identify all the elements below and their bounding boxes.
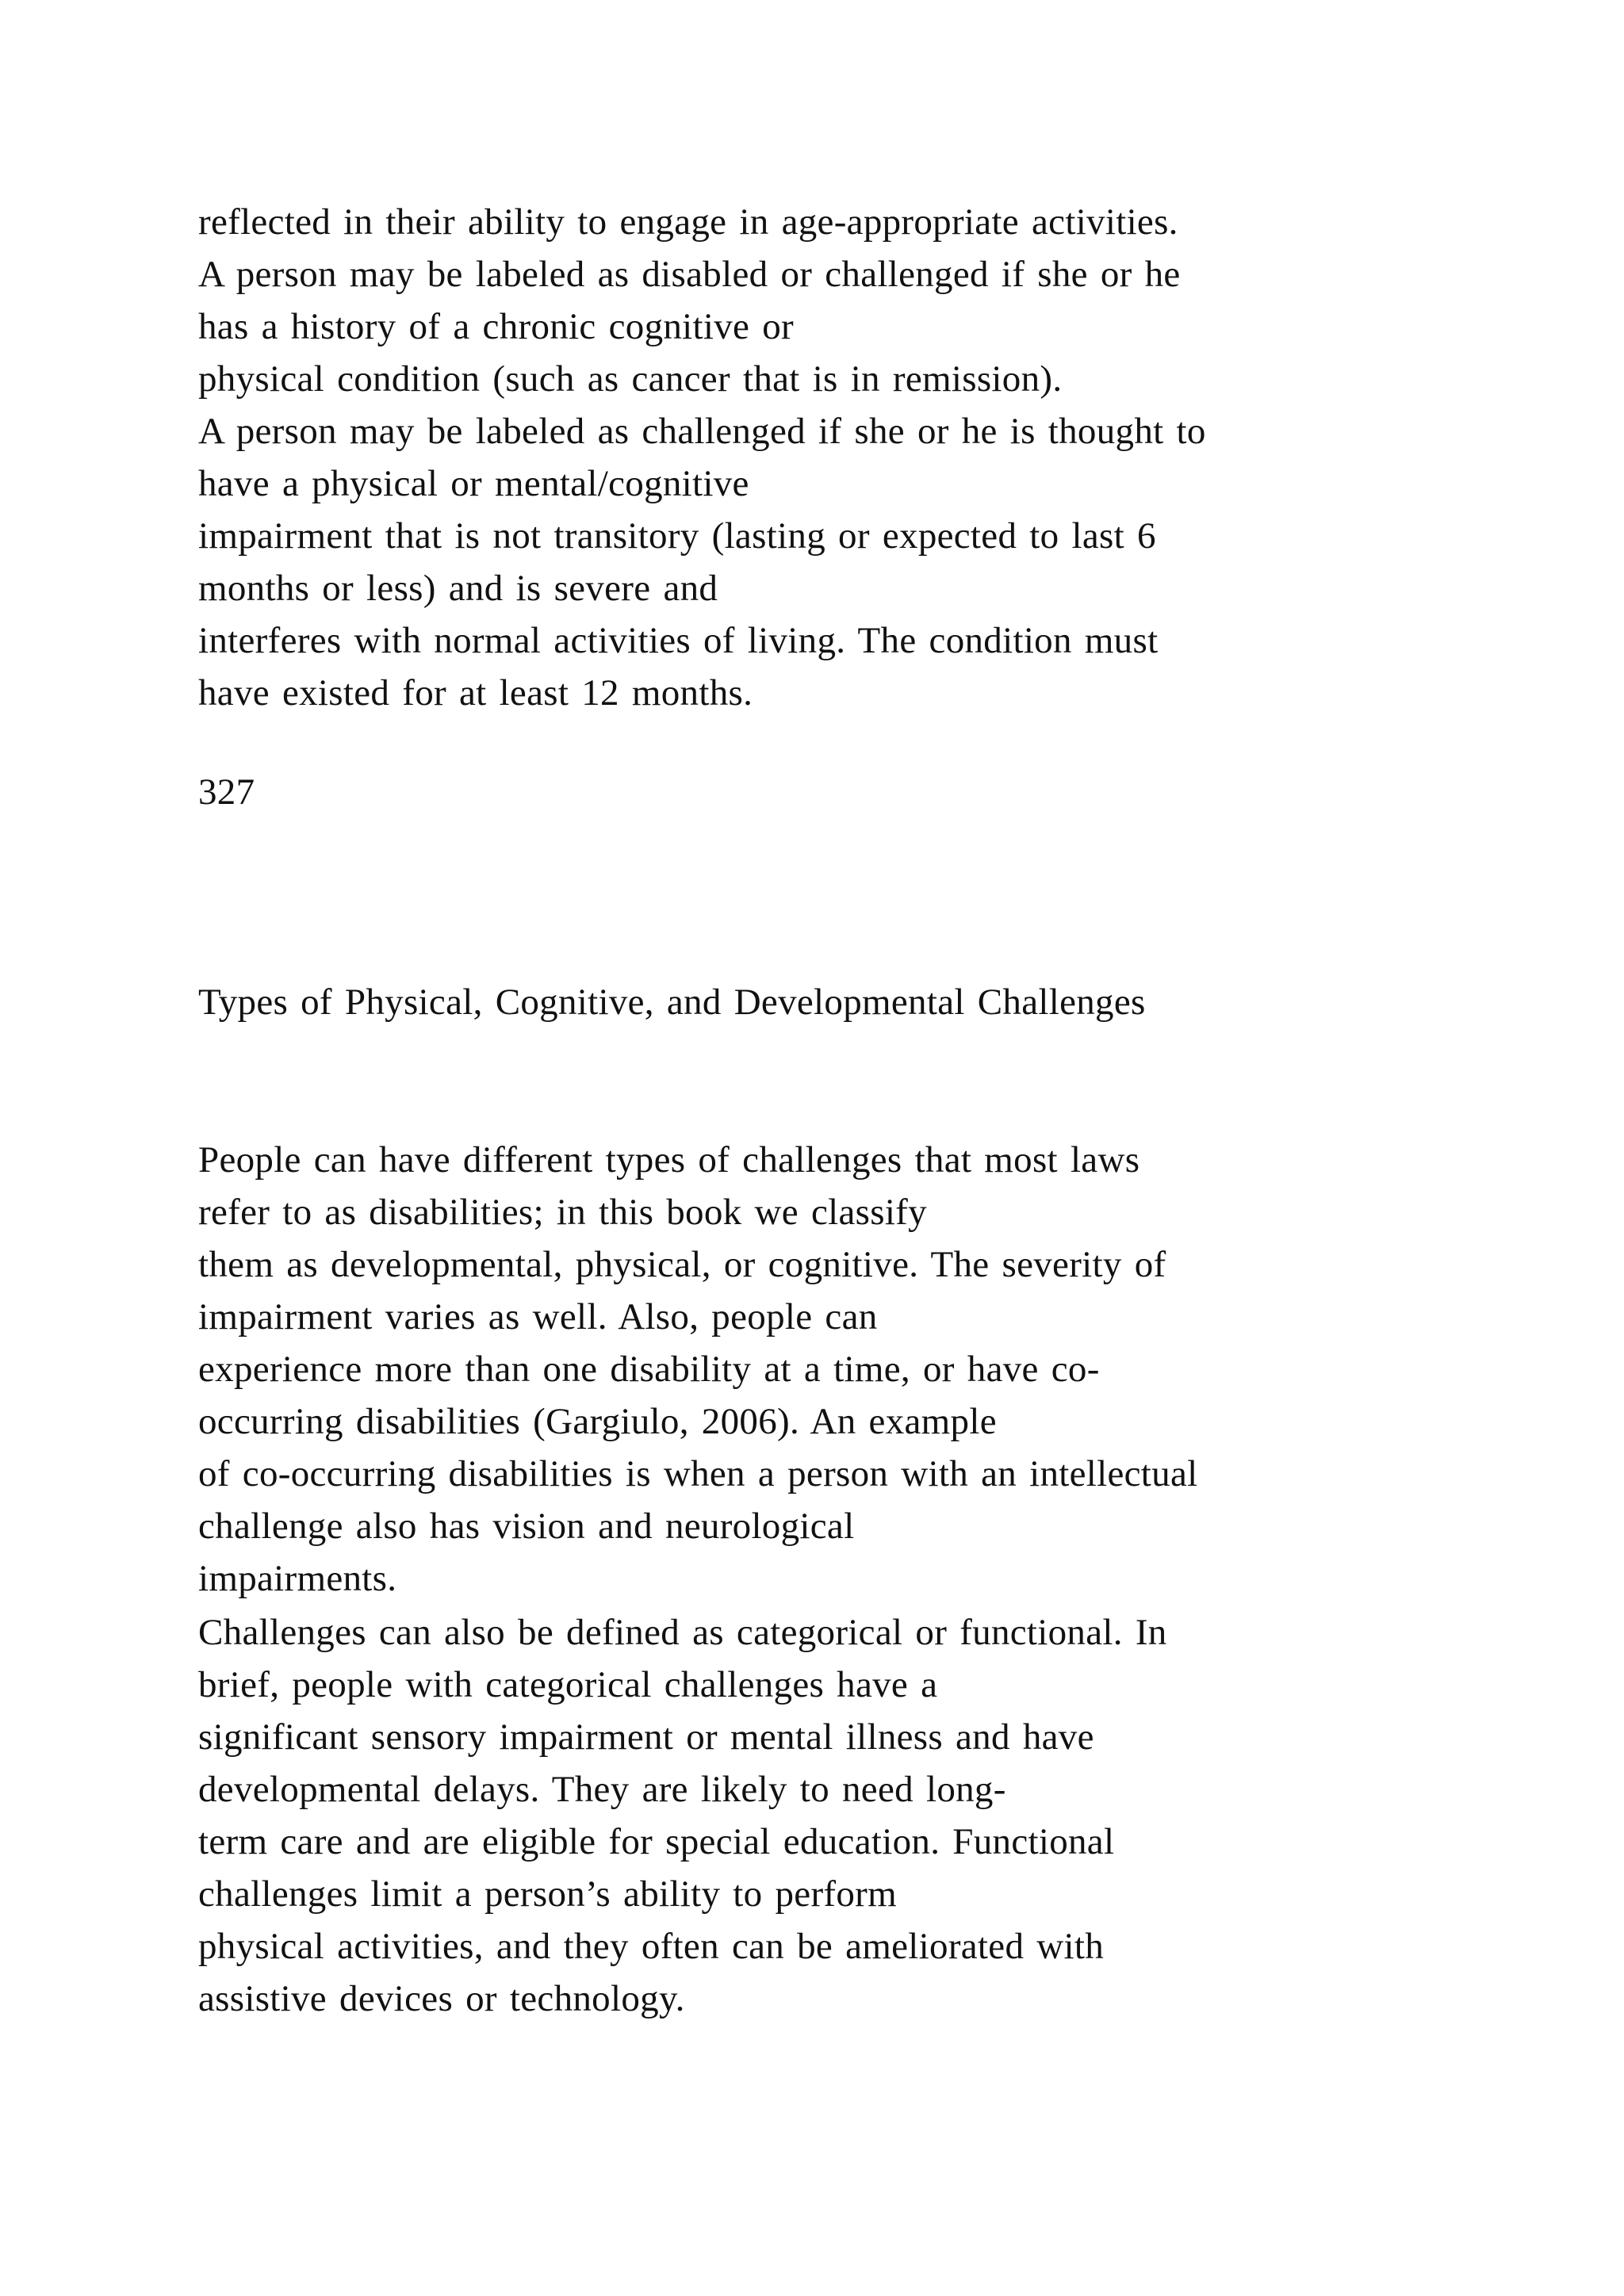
text-line: reflected in their ability to engage in age-appropriate activities. — [198, 201, 1178, 243]
text-line: has a history of a chronic cognitive or — [198, 306, 795, 347]
types-paragraph — [198, 1134, 1546, 1605]
text-line: brief, people with categorical challenges have a — [198, 1664, 938, 1705]
text-line: impairment that is not transitory (lasting or expected to last 6 — [198, 515, 1156, 557]
text-line: physical condition (such as cancer that is in remission). — [198, 358, 1063, 400]
text-line: term care and are eligible for special education. Functional — [198, 1821, 1115, 1862]
text-line: interferes with normal activities of living. The condition must — [198, 620, 1159, 661]
categorical-paragraph — [198, 1606, 1546, 2025]
intro-paragraph — [198, 196, 1546, 719]
text-line: months or less) and is severe and — [198, 568, 718, 609]
text-line: have existed for at least 12 months. — [198, 672, 753, 714]
text-line: of co-occurring disabilities is when a person with an intellectual — [198, 1453, 1198, 1494]
text-line: developmental delays. They are likely to need long- — [198, 1769, 1006, 1810]
text-line: People can have different types of challenges that most laws — [198, 1139, 1140, 1181]
text-line: occurring disabilities (Gargiulo, 2006). An example — [198, 1401, 997, 1442]
text-line: impairments. — [198, 1558, 397, 1599]
text-line: A person may be labeled as disabled or challenged if she or he — [198, 254, 1181, 295]
text-line: them as developmental, physical, or cognitive. The severity of — [198, 1244, 1166, 1285]
text-line: significant sensory impairment or mental illness and have — [198, 1716, 1094, 1758]
section-heading — [198, 976, 1546, 1028]
text-line: assistive devices or technology. — [198, 1978, 685, 2019]
text-line: refer to as disabilities; in this book we classify — [198, 1192, 927, 1233]
text-line: impairment varies as well. Also, people can — [198, 1296, 878, 1337]
text-line: physical activities, and they often can be ameliorated with — [198, 1926, 1105, 1967]
text-line: A person may be labeled as challenged if she or he is thought to — [198, 411, 1206, 452]
text-line: have a physical or mental/cognitive — [198, 463, 749, 504]
page-number — [198, 766, 1546, 818]
text-line: challenge also has vision and neurological — [198, 1506, 855, 1547]
text-line: experience more than one disability at a time, or have co- — [198, 1349, 1100, 1390]
page-number-text: 327 — [198, 771, 255, 813]
text-line: Challenges can also be defined as categorical or functional. In — [198, 1612, 1167, 1653]
section-heading-text: Types of Physical, Cognitive, and Developmental Challenges — [198, 982, 1146, 1023]
text-line: challenges limit a person’s ability to perform — [198, 1873, 897, 1915]
